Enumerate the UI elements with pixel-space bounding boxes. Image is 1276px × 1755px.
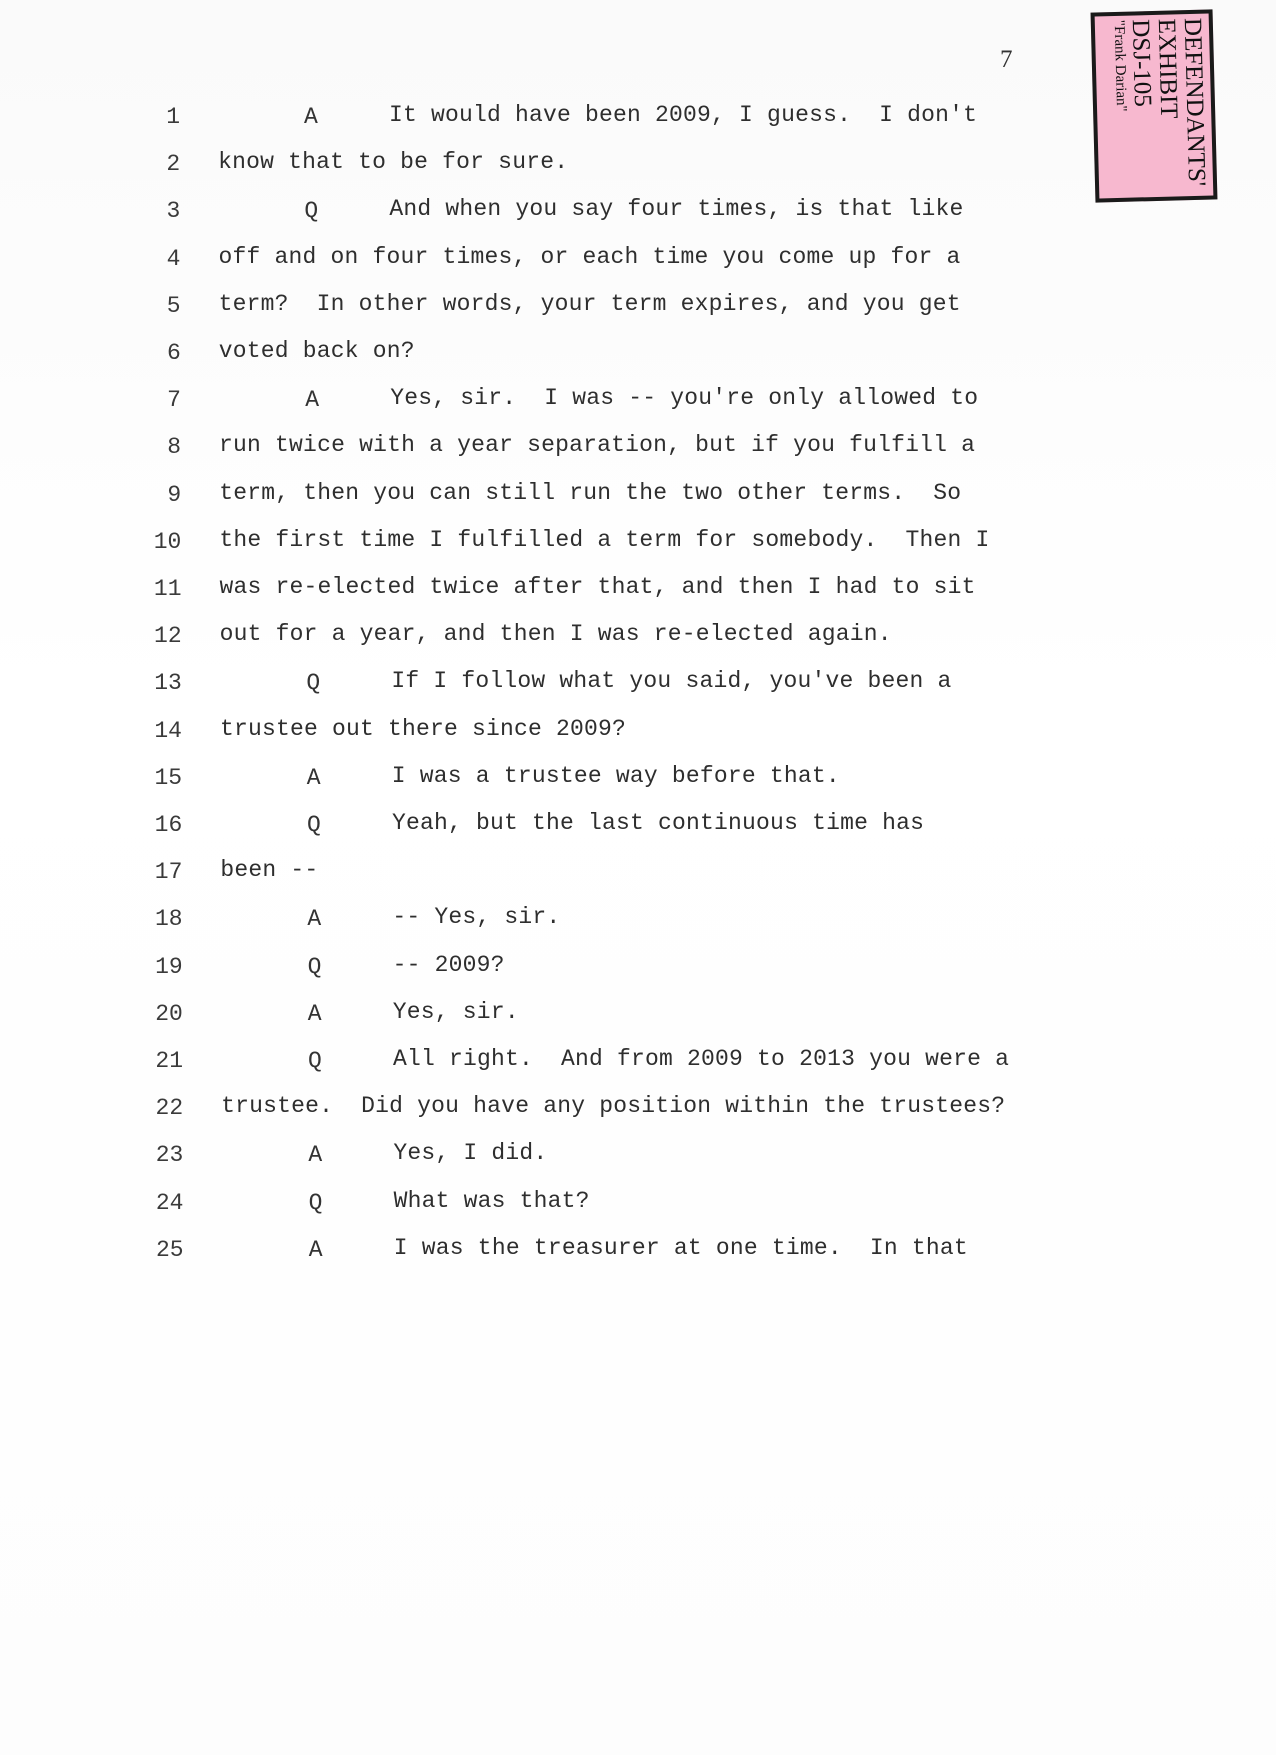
line-number: 14 xyxy=(154,717,182,744)
line-number: 10 xyxy=(153,528,182,555)
exhibit-line-defendants: DEFENDANTS' xyxy=(1178,17,1211,187)
line-text: off and on four times, or each time you come up for a xyxy=(218,243,961,270)
line-text: the first time I fulfilled a term for somebody. Then I xyxy=(219,526,990,553)
line-text: been -- xyxy=(220,857,319,884)
line-text: was re-elected twice after that, and then I had to sit xyxy=(219,574,976,600)
transcript-line xyxy=(0,147,1100,187)
transcript-line xyxy=(0,1044,1100,1084)
transcript-line xyxy=(0,242,1100,282)
line-number: 20 xyxy=(155,1000,183,1027)
line-number: 18 xyxy=(154,906,183,933)
line-number: 4 xyxy=(166,245,181,272)
transcript-line xyxy=(0,478,1100,518)
line-text: Yes, I did. xyxy=(393,1140,548,1167)
speaker-label: Q xyxy=(307,953,322,980)
line-text: I was a trustee way before that. xyxy=(391,762,840,789)
speaker-label: Q xyxy=(308,1189,323,1216)
line-number: 8 xyxy=(167,434,182,461)
line-text: trustee out there since 2009? xyxy=(219,715,627,742)
exhibit-line-number: DSJ-105 xyxy=(1126,18,1157,108)
line-text: voted back on? xyxy=(218,338,415,364)
line-text: term, then you can still run the two other terms. So xyxy=(219,479,962,506)
speaker-label: A xyxy=(308,1142,323,1169)
line-text: know that to be for sure. xyxy=(218,149,569,176)
transcript-line xyxy=(0,100,1100,140)
transcript-line xyxy=(0,997,1100,1037)
transcript-line xyxy=(0,808,1100,848)
exhibit-line-exhibit: EXHIBIT xyxy=(1152,18,1183,119)
line-number: 12 xyxy=(154,623,182,650)
line-number: 19 xyxy=(155,953,183,980)
line-text: Yes, sir. I was -- you're only allowed to xyxy=(390,385,979,412)
transcript-line xyxy=(0,619,1100,659)
line-number: 23 xyxy=(155,1142,184,1169)
transcript-line xyxy=(0,194,1100,234)
transcript-line xyxy=(0,855,1100,895)
transcript-line xyxy=(0,1233,1100,1273)
transcript-line xyxy=(0,950,1100,990)
transcript-line xyxy=(0,666,1100,706)
exhibit-line-witness: "Frank Darian" xyxy=(1110,19,1130,112)
line-number: 1 xyxy=(166,104,180,130)
line-text: Yes, sir. xyxy=(392,998,519,1025)
line-number: 17 xyxy=(154,859,183,886)
line-number: 15 xyxy=(154,764,183,791)
transcript-line xyxy=(0,1091,1100,1131)
transcript-line xyxy=(0,1138,1100,1178)
line-number: 9 xyxy=(167,481,182,508)
speaker-label: A xyxy=(306,764,321,791)
line-text: term? In other words, your term expires, and you get xyxy=(218,290,961,317)
line-text: -- 2009? xyxy=(392,951,505,978)
speaker-label: Q xyxy=(306,670,321,697)
line-text: run twice with a year separation, but if you fulfill a xyxy=(219,432,976,459)
line-text: Yeah, but the last continuous time has xyxy=(392,810,925,836)
line-number: 16 xyxy=(154,812,183,838)
page-number: 7 xyxy=(1000,46,1013,73)
line-text: -- Yes, sir. xyxy=(392,904,561,931)
line-text: What was that? xyxy=(393,1187,590,1214)
line-text: All right. And from 2009 to 2013 you were a xyxy=(393,1046,1010,1072)
line-number: 11 xyxy=(153,576,182,602)
speaker-label: A xyxy=(304,104,318,130)
line-number: 25 xyxy=(155,1236,184,1263)
line-number: 6 xyxy=(166,340,181,366)
transcript-line xyxy=(0,1186,1100,1226)
exhibit-label xyxy=(1101,18,1210,197)
speaker-label: Q xyxy=(308,1048,322,1074)
line-number: 2 xyxy=(166,151,181,178)
exhibit-sticker xyxy=(1091,9,1218,202)
speaker-label: A xyxy=(308,1236,323,1263)
transcript-line xyxy=(0,761,1100,801)
transcript-line xyxy=(0,572,1100,612)
line-text: And when you say four times, is that like xyxy=(389,196,964,223)
line-number: 24 xyxy=(155,1189,184,1216)
transcript-line xyxy=(0,336,1100,376)
line-number: 22 xyxy=(155,1095,184,1122)
transcript-line xyxy=(0,525,1100,565)
speaker-label: Q xyxy=(304,198,319,225)
line-text: trustee. Did you have any position within the trustees? xyxy=(221,1093,1006,1120)
line-number: 21 xyxy=(155,1048,183,1074)
line-number: 3 xyxy=(166,198,181,225)
speaker-label: A xyxy=(305,387,319,414)
speaker-label: A xyxy=(307,906,322,933)
line-text: out for a year, and then I was re-elected again. xyxy=(219,621,892,648)
line-text: It would have been 2009, I guess. I don't xyxy=(389,102,978,128)
transcript-line xyxy=(0,383,1100,423)
speaker-label: A xyxy=(307,1000,322,1027)
transcript-line xyxy=(0,289,1100,329)
transcript-line xyxy=(0,714,1100,754)
line-number: 5 xyxy=(166,292,181,319)
transcript-line xyxy=(0,430,1100,470)
speaker-label: Q xyxy=(307,812,321,838)
line-text: I was the treasurer at one time. In that xyxy=(393,1234,968,1261)
line-text: If I follow what you said, you've been a xyxy=(391,668,952,695)
line-number: 7 xyxy=(167,387,181,414)
line-number: 13 xyxy=(154,670,182,697)
transcript-line xyxy=(0,902,1100,942)
